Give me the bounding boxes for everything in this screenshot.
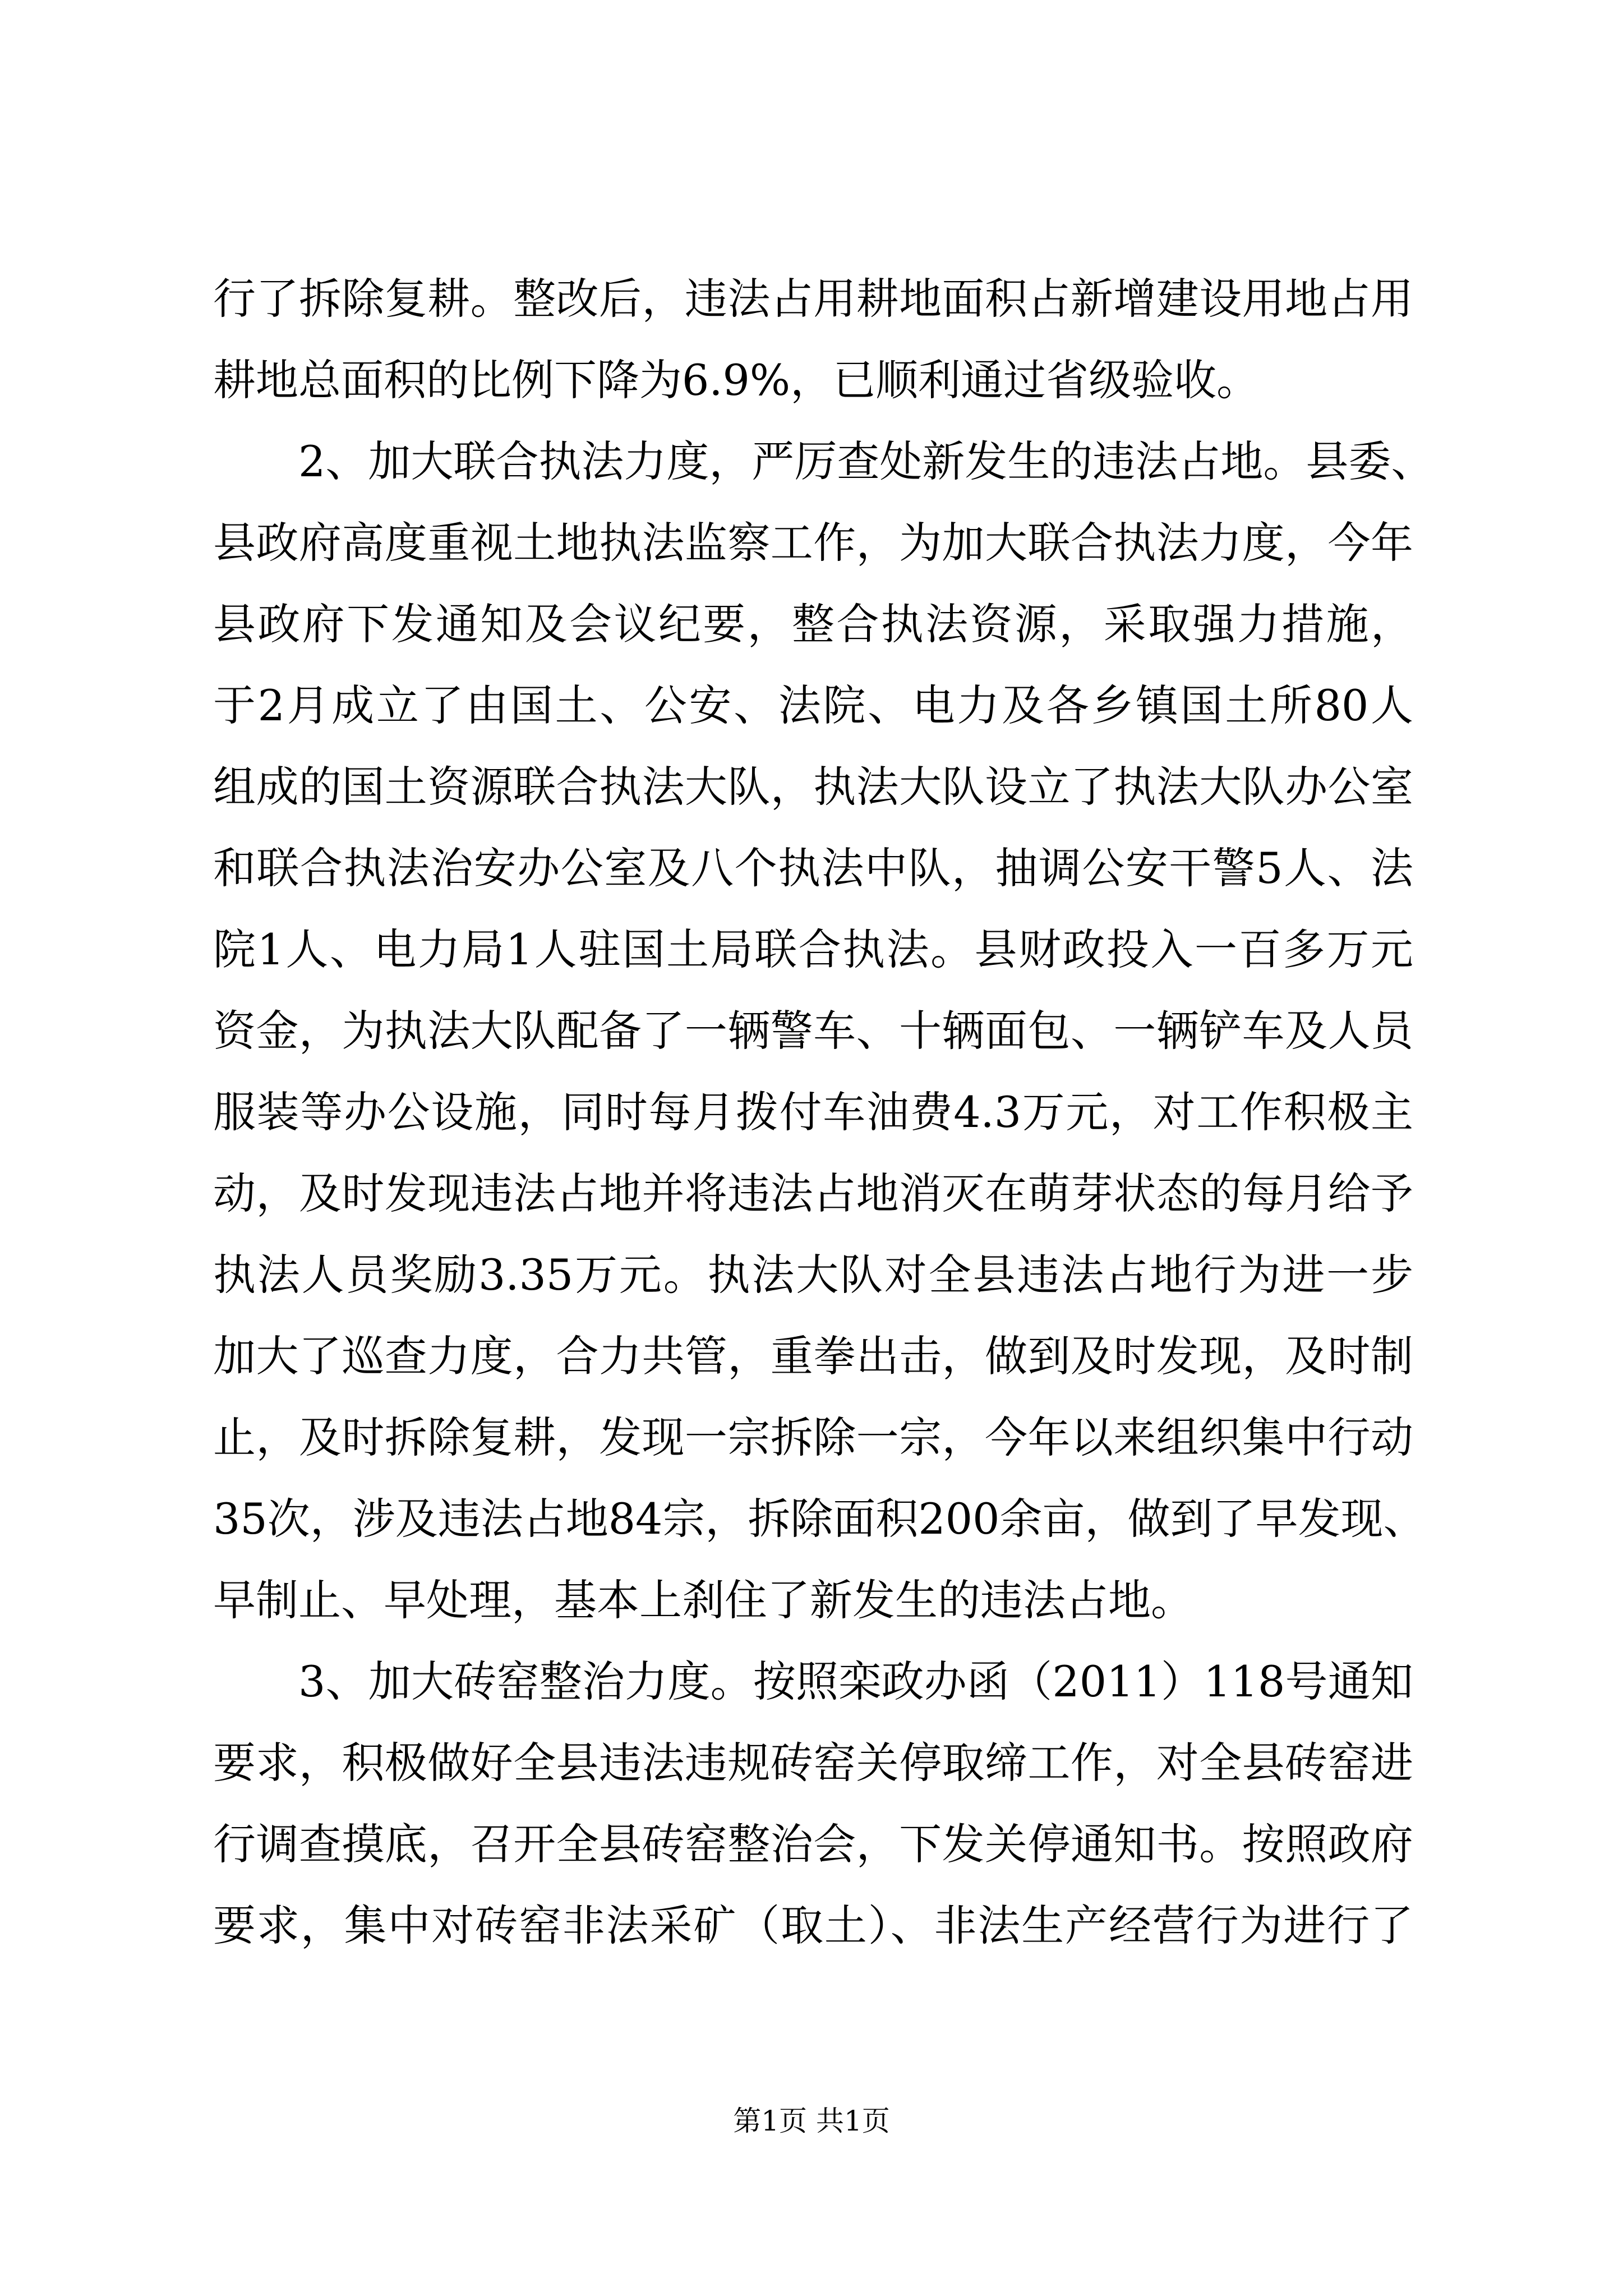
- document-body: [213, 258, 1434, 1966]
- text-line: 35次，涉及违法占地84宗，拆除面积200余亩，做到了早发现、: [213, 1494, 1426, 1544]
- text-line: 要求，集中对砖窑非法采矿（取土）、非法生产经营行为进行了: [213, 1901, 1413, 1950]
- text-line: 服装等办公设施，同时每月拨付车油费4.3万元，对工作积极主: [213, 1087, 1413, 1137]
- text-line: 动，及时发现违法占地并将违法占地消灭在萌芽状态的每月给予: [213, 1168, 1413, 1218]
- text-line: 资金，为执法大队配备了一辆警车、十辆面包、一辆铲车及人员: [213, 1006, 1413, 1056]
- text-line: 执法人员奖励3.35万元。执法大队对全县违法占地行为进一步: [213, 1250, 1413, 1300]
- text-line: 于2月成立了由国土、公安、法院、电力及各乡镇国土所80人: [213, 680, 1413, 730]
- text-line: 加大了巡查力度，合力共管，重拳出击，做到及时发现，及时制: [213, 1331, 1413, 1381]
- text-line: 行了拆除复耕。整改后，违法占用耕地面积占新增建设用地占用: [213, 274, 1413, 324]
- text-line: 院1人、电力局1人驻国土局联合执法。县财政投入一百多万元: [213, 924, 1413, 974]
- text-line: 县政府高度重视土地执法监察工作，为加大联合执法力度，今年: [213, 518, 1413, 568]
- text-line: 早制止、早处理，基本上刹住了新发生的违法占地。: [213, 1575, 1193, 1625]
- paragraph-start-line: 3、加大砖窑整治力度。按照栾政办函（2011）118号通知: [298, 1657, 1413, 1706]
- text-line: 组成的国土资源联合执法大队，执法大队设立了执法大队办公室: [213, 762, 1413, 812]
- page-footer: 第1页 共1页: [733, 2105, 890, 2137]
- text-line: 要求，积极做好全县违法违规砖窑关停取缔工作，对全县砖窑进: [213, 1738, 1413, 1788]
- text-line: 行调查摸底，召开全县砖窑整治会，下发关停通知书。按照政府: [213, 1819, 1413, 1869]
- text-line: 耕地总面积的比例下降为6.9%，已顺利通过省级验收。: [213, 355, 1260, 405]
- text-line: 止，及时拆除复耕，发现一宗拆除一宗，今年以来组织集中行动: [213, 1412, 1413, 1462]
- text-line: 县政府下发通知及会议纪要，整合执法资源，采取强力措施，: [213, 599, 1413, 649]
- text-line: 和联合执法治安办公室及八个执法中队，抽调公安干警5人、法: [213, 843, 1413, 893]
- paragraph-start-line: 2、加大联合执法力度，严厉查处新发生的违法占地。县委、: [298, 436, 1434, 486]
